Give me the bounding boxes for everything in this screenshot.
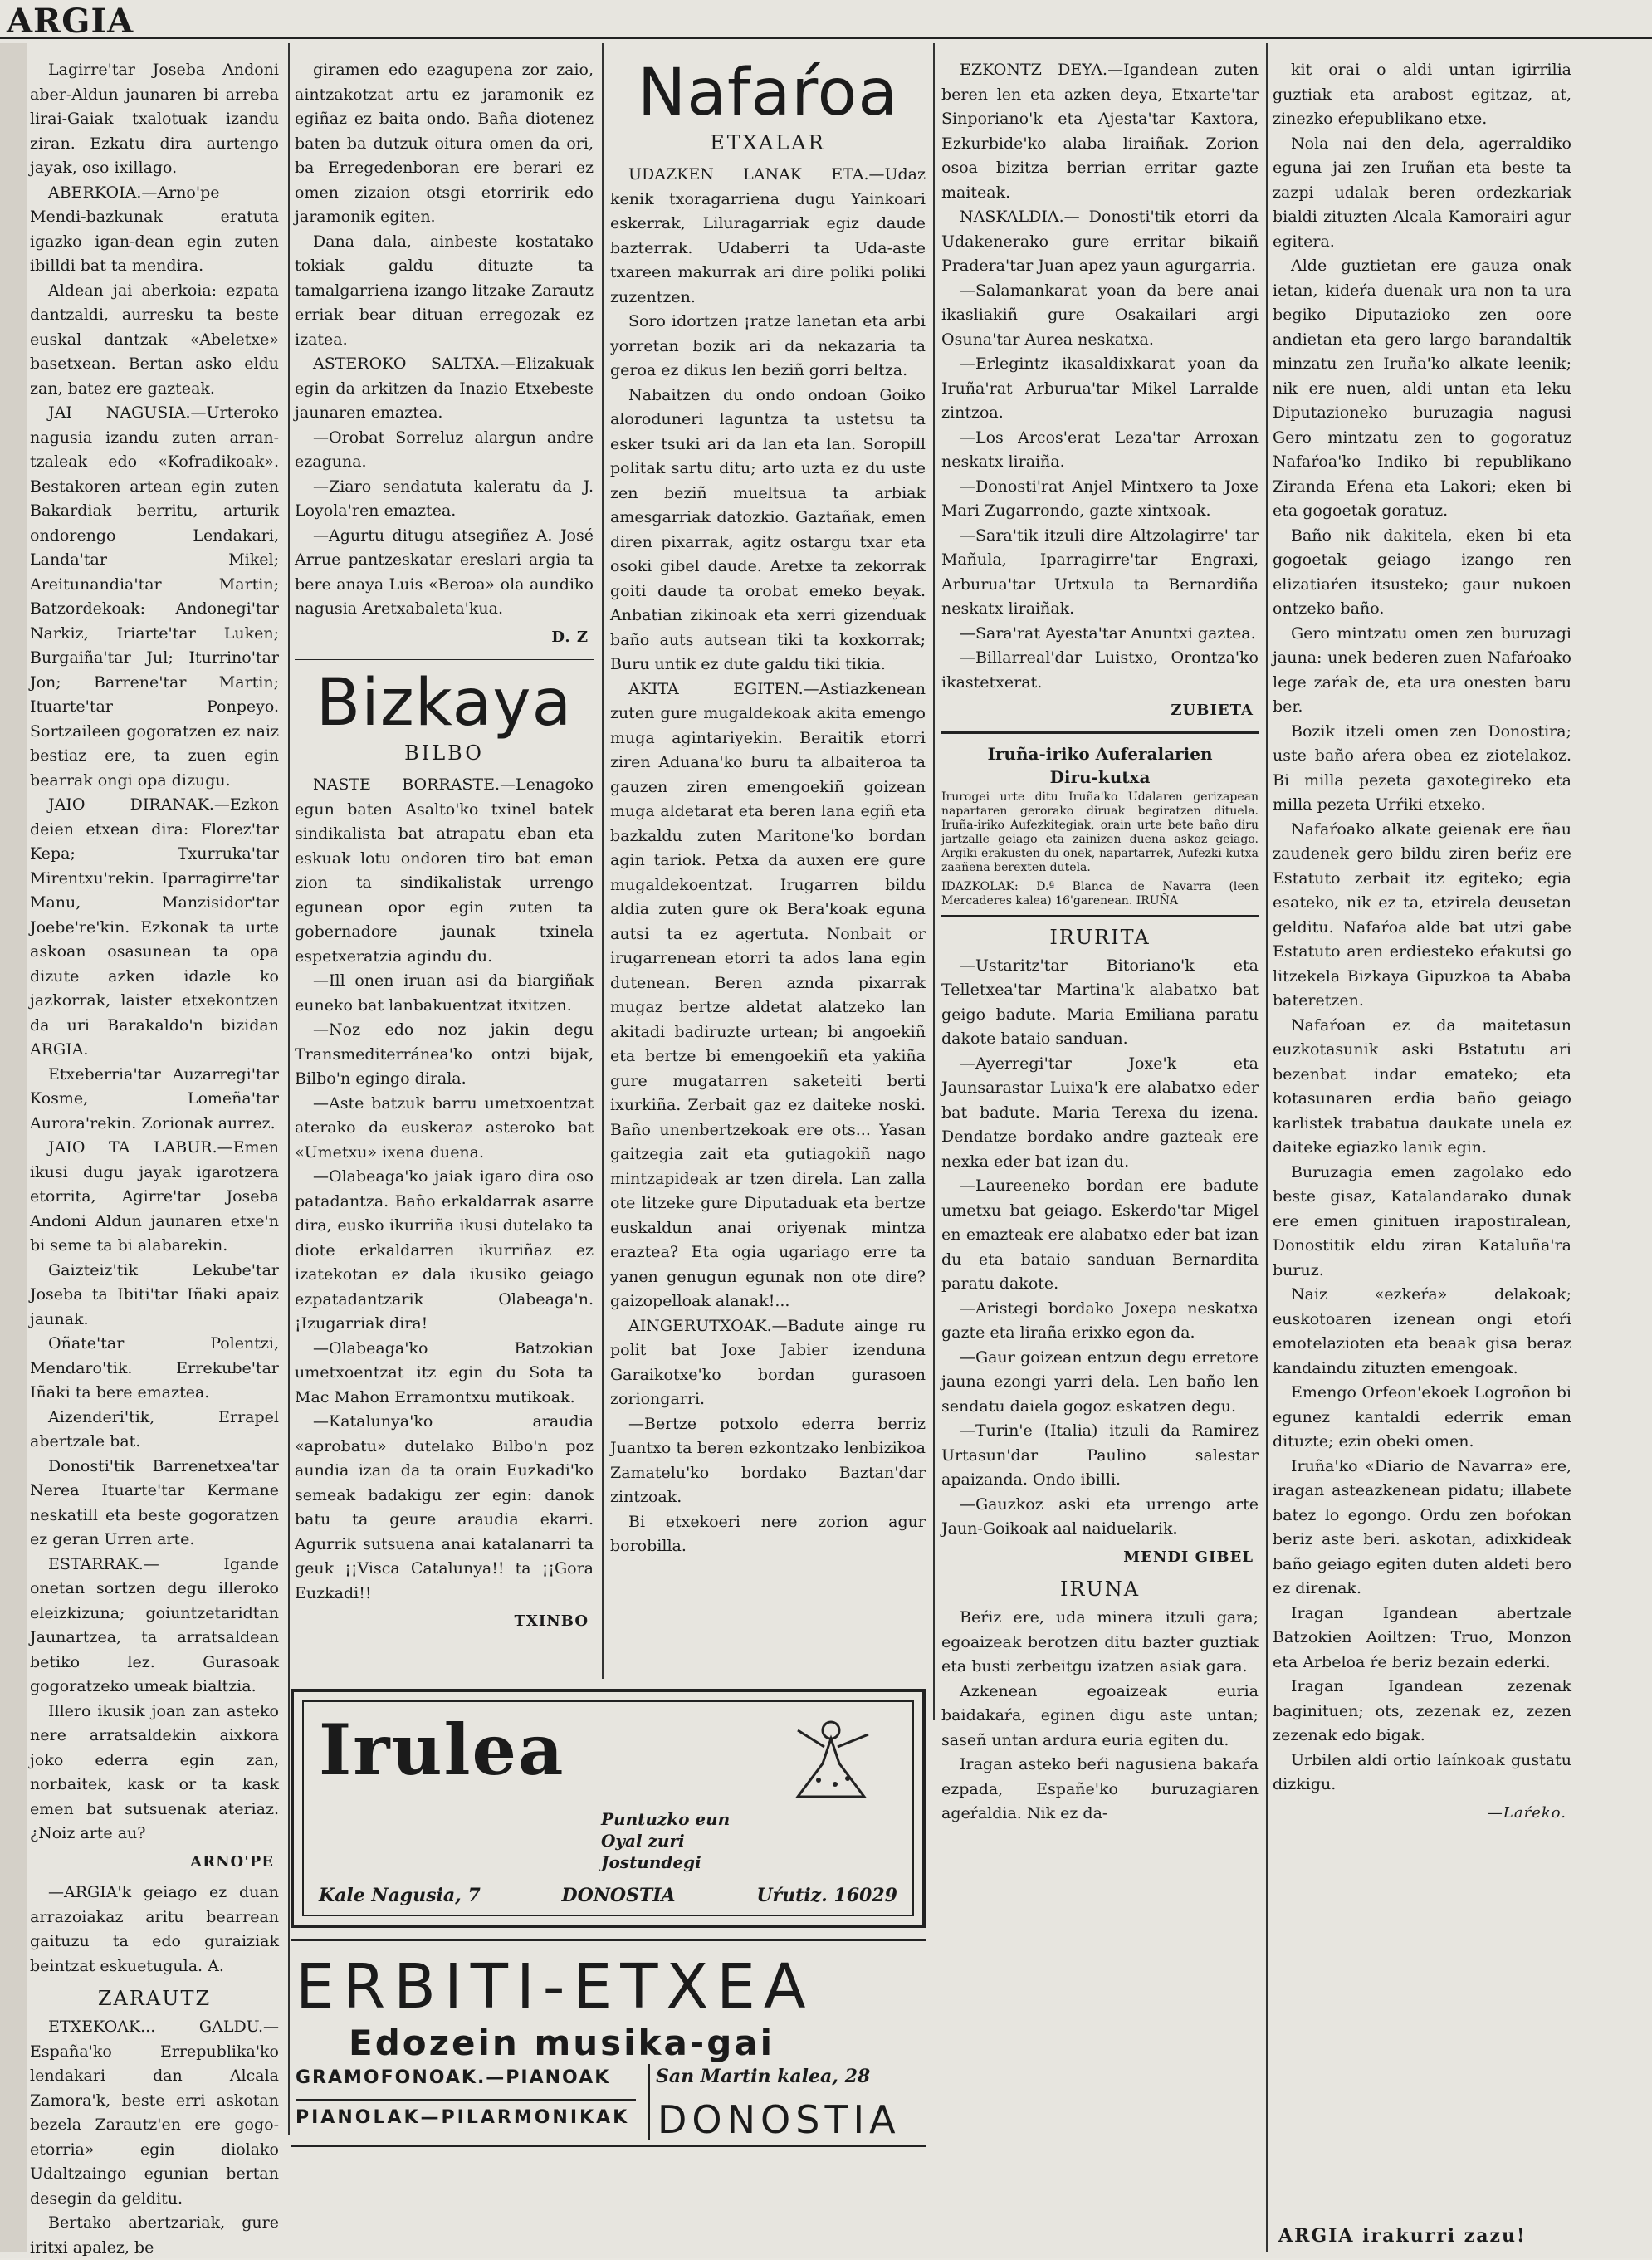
paragraph: —Aste batzuk barru umetxoentzat aterako da euskeraz asteroko bat «Umetxu» ixena duena. <box>295 1093 594 1162</box>
paragraph: Iragan Igandean zezenak baginituen; ots, zezenak ez, zezen zezenak edo bigak. <box>1273 1677 1571 1744</box>
paragraph: —Donosti'rat Anjel Mintxero ta Joxe Mari Zugarrondo, gazte xintxoak. <box>941 477 1259 520</box>
notice-title: Iruña-iriko Auferalarien <box>987 743 1213 764</box>
notice-address: IDAZKOLAK: D.ª Blanca de Navarra (leen Mercaderes kalea) 16'garenean. IRUÑA <box>941 879 1259 907</box>
paragraph: Bi etxekoeri nere zorion agur borobilla. <box>610 1512 926 1555</box>
paragraph: —Aristegi bordako Joxepa neskatxa gazte eta liraña erixko egon da. <box>941 1299 1259 1342</box>
paragraph: Iragan Igandean abertzale Batzokien Aoiltzen: Truo, Monzon eta Arbeloa ŕe beriz bezain ederki. <box>1273 1603 1571 1671</box>
notice-box <box>941 731 1259 917</box>
paragraph: —Laureeneko bordan ere badute umetxu bat geiago. Eskerdo'tar Migel en emazteak ere alabatxo eder bat izan du eta bataio sanduan Bernardita paratu dakote. <box>941 1176 1259 1293</box>
paragraph: ETXEKOAK... GALDU.— España'ko Errepublika'ko lendakari dan Alcala Zamora'k, beste erri askotan bezela Zarautz'en ere gogo-etorria» egin diolako Udaltzaingo egunian bertan desegin da gelditu. <box>30 2018 279 2208</box>
advert-line: GRAMOFONOAK.—PIANOAK <box>296 2067 611 2088</box>
column-rule <box>1266 43 1268 2252</box>
paragraph: Emengo Orfeon'ekoek Logroñon bi egunez kantaldi ederrik eman dituzte; ezin obeki omen. <box>1273 1383 1571 1450</box>
column-3 <box>610 58 926 1685</box>
notice-subtitle: Diru-kutxa <box>1049 766 1151 787</box>
section-title-nafaroa: Nafaŕoa <box>637 56 899 130</box>
paragraph: giramen edo ezagupena zor zaio, aintzakotzat artu ez jaramonik ez egiñaz ez baita ondo. Baña diotenez baten ba dutzuk oitura omen da ori, ba Erregedenboran ere berari ez omen zizaion otsgi etorririk edo jaramonik egiten. <box>295 61 594 226</box>
paragraph: Nabaitzen du ondo ondoan Goiko aloroduneri laguntza ta ustetsu ta esker tsuki ari da lan eta lan. Soropill politak sartu ditu; arto uzta ez du uste zen beziñ mueltsua ta arbiak amesgarriak datozkio. Gaztañak, emen diren pixarrak, agitz ostargu txar eta osoki gibel daude. Aretxe ta zekorrak goiti daude ta orobat emeko beyak. Anbatian zikinoak eta xerri gizenduak baño auts autsean tiki ta koxkorrak; Buru untik ez dute galdu tiki tikia. <box>610 385 926 673</box>
paragraph: —Billarreal'dar Luistxo, Orontza'ko ikastetxerat. <box>941 648 1259 692</box>
paragraph: Bertako abertzariak, gure iritxi apalez, be <box>30 2214 279 2257</box>
paragraph: Illero ikusik joan zan asteko nere arratsaldekin aixkora joko ederra egin zan, norbaitek, kask or ta kask emen bat sutsuenak ateriaz. ¿Noiz arte au? <box>30 1701 279 1842</box>
paragraph: Aldean jai aberkoia: ezpata dantzaldi, aurresku ta beste euskal dantzak «Abeletxe» basetxean. Bertan asko eldu zan, batez ere gazteak. <box>30 281 279 398</box>
paragraph: —Ayerregi'tar Joxe'k eta Jaunsarastar Luixa'k ere alabatxo eder bat badute. Maria Terexa du izena. Dendatze bordako andre gazteak ere nexka eder bat izan du. <box>941 1054 1259 1171</box>
section-heading: ZARAUTZ <box>97 1987 212 2010</box>
paragraph: Lagirre'tar Joseba Andoni aber-Aldun jaunaren bi arreba lirai-Gaiak txalotuak izandu ziran. Ezkatu dira aurtengo jayak, oso ixillago. <box>30 61 279 177</box>
paragraph: —Bertze potxolo ederra berriz Juantxo ta beren ezkontzako lenbizikoa Zamatelu'ko bordako Baztan'dar zintzoak. <box>610 1414 926 1506</box>
binding-edge <box>0 43 27 2252</box>
signature: —Laŕeko. <box>1487 1803 1566 1822</box>
paragraph: NASTE BORRASTE.—Lenagoko egun baten Asalto'ko txinel batek sindikalista bat atrapatu eban eta eskuak lotu ondoren tiro bat eman zion ta sindikalistak urrengo egunean opor egin zuten ta gobernadore jaunak txinela espetxeratzia agindu du. <box>295 775 594 966</box>
advert-footer <box>319 1885 897 1906</box>
paragraph: Urbilen aldi ortio laínkoak gustatu dizkigu. <box>1273 1750 1571 1793</box>
paragraph: kit orai o aldi untan igirrilia guztiak eta arabost egitzaz, at, zinezko eŕepublikano etxe. <box>1273 61 1571 128</box>
column-4-body-3 <box>941 1606 1259 1827</box>
paragraph: JAI NAGUSIA.—Urteroko nagusia izandu zuten arran-tzaleak edo «Kofradikoak». Bestakoren artean egin zuten Bakardiak berritu, arturik ondorengo Lendakari, Landa'tar Mikel; Areitunandia'tar Martin; Batzordekoak: Andonegi'tar Narkiz, Iriarte'tar Luken; Burgaiña'tar Jul; Iturrino'tar Jon; Barrene'tar Martin; Ituarte'tar Ponpeyo. Sortzaileen gogoratzen ez naiz bestiaz ere, ta zuen egin bearrak ongi opa dizugu. <box>30 404 279 790</box>
advert-subtitle: Edozein musika-gai <box>349 2023 775 2063</box>
signature: ZUBIETA <box>1171 702 1254 719</box>
signature: MENDI GIBEL <box>1123 1548 1254 1566</box>
advert-city: DONOSTIA <box>561 1885 676 1906</box>
paragraph: ESTARRAK.— Igande onetan sortzen degu illeroko eleizkizuna; goiuntzetaridtan Jaunartzea, ta arratsaldean betiko lez. Gurasoak gogoratzeko umeak bialtzia. <box>30 1554 279 1695</box>
paragraph: Alde guztietan ere gauza onak ietan, kideŕa duenak ura non ta ura begiko Diputazioko zen oore andietan eta gero largo barandaltik minzatu zen Iruña'ko alkate leenik; nik ere nuen, aldi untan eta leku Diputazioneko buruzagia nagusi Gero mintzatu zen to gogoratuz Nafaŕoa'ko Indiko bi republikano Ziranda Eŕena eta Lakori; eken bi eta gogoetak goratuz. <box>1273 257 1571 520</box>
paragraph: Beŕiz ere, uda minera itzuli gara; egoaizeak berotzen ditu bazter guztiak eta busti zerbeitgu izatzen asiak gara. <box>941 1608 1259 1675</box>
paragraph: Nola nai den dela, agerraldiko eguna jai zen Iruñan eta beste ta zazpi udalak beren ordezkariak bialdi zituzten Alcala Kamorairi agur egitera. <box>1273 134 1571 251</box>
paragraph: ASTEROKO SALTXA.—Elizakuak egin da arkitzen da Inazio Etxebeste jaunaren emaztea. <box>295 355 594 422</box>
paragraph: Bozik itzeli omen zen Donostira; uste baño aŕera obea ez ziotelakoz. Bi milla pezeta gaxotegireko eta milla pezeta Urŕiki etxeko. <box>1273 722 1571 814</box>
signature: ARNO'PE <box>190 1852 274 1871</box>
column-1-body-2 <box>30 2015 279 2260</box>
paragraph: —Los Arcos'erat Leza'tar Arroxan neskatx liraiña. <box>941 428 1259 471</box>
paragraph: —Orobat Sorreluz alargun andre ezaguna. <box>295 428 594 471</box>
notice-text: Irurogei urte ditu Iruña'ko Udalaren gerizapean napartaren gerorako diruak begiratzen dituela. Iruña-iriko Aufezkitegiak, orain urte bete baño diru jartzalle geiago eta zainizen duena askoz geiago. Argiki erakusten du onek, napartarrek, Aufezki-kutxa zaañena berexten dutela. <box>941 790 1259 874</box>
paragraph: Oñate'tar Polentzi, Mendaro'tik. Errekube'tar Iñaki ta bere emaztea. <box>30 1334 279 1401</box>
paragraph: —Olabeaga'ko Batzokian umetxoentzat itz egin du Sota ta Mac Mahon Erramontxu mutikoak. <box>295 1338 594 1406</box>
paragraph: JAIO DIRANAK.—Ezkon deien etxean dira: Florez'tar Kepa; Txurruka'tar Mirentxu'rekin. Iparragirre'tar Manu, Manzisidor'tar Joebe're'kin. Ezkonak ta urte askoan osasunean ta opa dizute azken idazle ko jazkorrak, laister etxekontzen da uri Barakaldo'n bizidan ARGIA. <box>30 795 279 1059</box>
advert-irulea <box>291 1689 926 1928</box>
paragraph: NASKALDIA.— Donosti'tik etorri da Udakenerako gure erritar bikaiñ Pradera'tar Juan apez yaun agurgarria. <box>941 208 1259 275</box>
column-rule <box>933 43 935 1720</box>
paragraph: —Gauzkoz aski eta urrengo arte Jaun-Goikoak aal naiduelarik. <box>941 1494 1259 1538</box>
paragraph: —Turin'e (Italia) itzuli da Ramirez Urtasun'dar Paulino salestar apaizanda. Ondo ibilli. <box>941 1421 1259 1489</box>
paragraph: —Salamankarat yoan da bere anai ikasliakiñ gure Osakailari argi Osuna'tar Aurea neskatxa. <box>941 281 1259 349</box>
paragraph: —Sara'tik itzuli dire Altzolagirre' tar Mañula, Iparragirre'tar Engraxi, Arburua'tar Urtxula ta Bernardiña neskatx liraiñak. <box>941 526 1259 618</box>
paragraph: —Ill onen iruan asi da biargiñak euneko bat lanbakuentzat itxitzen. <box>295 971 594 1015</box>
masthead <box>0 0 1652 39</box>
section-title-bizkaya: Bizkaya <box>315 666 573 741</box>
advert-line: Jostundegi <box>601 1852 701 1872</box>
advert-address: Kale Nagusia, 7 <box>319 1885 481 1906</box>
advert-brand: ERBITI-ETXEA <box>296 1951 814 2023</box>
signature: D. Z <box>551 628 589 646</box>
column-rule <box>602 43 604 1679</box>
paragraph: —Sara'rat Ayesta'tar Anuntxi gaztea. <box>960 624 1256 643</box>
masthead-title: ARGIA <box>7 2 134 41</box>
advert-address: San Martin kalea, 28 <box>656 2066 871 2087</box>
column-2 <box>295 58 594 1685</box>
column-5-body <box>1273 58 1571 1798</box>
column-4-body <box>941 58 1259 695</box>
paragraph: —Agurtu ditugu atsegiñez A. José Arrue pantzeskatar ereslari argia ta bere anaya Luis «Beroa» ola aundiko nagusia Aretxabaleta'kua. <box>295 526 594 618</box>
paragraph: Gero mintzatu omen zen buruzagi jauna: unek bederen zuen Nafaŕoako lege zaŕak de, eta ura onesten baru ber. <box>1273 624 1571 716</box>
paragraph: JAIO TA LABUR.—Emen ikusi dugu jayak igarotzera etorrita, Agirre'tar Joseba Andoni Aldun jaunaren etxe'n bi seme ta bi alabarekin. <box>30 1138 279 1255</box>
paragraph: —Olabeaga'ko jaiak igaro dira oso patadantza. Baño erkaldarrak asarre dira, eusko ikurriña ikusi dutelako ta diote erkaldarren ikurriñaz ez izatekotan ez dala ikusiko geiago ezpatadantzarik Olabeaga'n. ¡Izugarriak dira! <box>295 1167 594 1333</box>
paragraph: —Erlegintz ikasaldixkarat yoan da Iruña'rat Arburua'tar Mikel Larralde zintzoa. <box>941 355 1259 422</box>
advert-brand: Irulea <box>319 1709 565 1791</box>
column-1-body <box>30 58 279 1847</box>
paragraph: Gaizteiz'tik Lekube'tar Joseba ta Ibiti'tar Iñaki apaiz jaunak. <box>30 1260 279 1328</box>
section-heading: IRUNA <box>1059 1578 1141 1601</box>
paragraph: —ARGIA'k geiago ez duan arrazoiakaz aritu bearrean gaituzu ta edo guraiziak beintzat eskuetugula. A. <box>30 1883 279 1975</box>
column-2-body <box>295 58 594 622</box>
advert-city: DONOSTIA <box>657 2097 901 2142</box>
paragraph: —Noz edo noz jakin degu Transmediterránea'ko ontzi bijak, Bilbo'n egingo dirala. <box>295 1020 594 1088</box>
advert-phone: Uŕutiz. 16029 <box>756 1885 897 1906</box>
paragraph: —Ziaro sendatuta kaleratu da J. Loyola'ren emaztea. <box>295 477 594 520</box>
dancer-illustration-icon <box>773 1714 889 1805</box>
paragraph: Dana dala, ainbeste kostatako tokiak galdu dituzte ta tamalgarriena izango litzake Zarautz erriak bear dituan erregozak ez izatea. <box>295 232 594 349</box>
advert-erbiti <box>291 1939 926 2147</box>
paragraph: UDAZKEN LANAK ETA.—Udaz kenik txoragarriena dugu Yainkoari eskerrak, Liluragarriak egiz daude bazterrak. Udaberri ta Uda-aste txareen makurrak ari dire poliki poliki zuzentzen. <box>610 165 926 306</box>
advert-tagline <box>601 1808 730 1873</box>
section-subtitle: BILBO <box>404 741 484 765</box>
divider <box>648 2064 650 2140</box>
paragraph: Iragan asteko beŕi nagusiena bakaŕa ezpada, Españe'ko buruzagiaren ageŕaldia. Nik ez da- <box>941 1755 1259 1822</box>
paragraph: —Ustaritz'tar Bitoriano'k eta Telletxea'tar Martina'k alabatxo bat geigo badute. Maria Emiliana paratu dakote bataio sanduan. <box>941 956 1259 1048</box>
column-1 <box>30 58 279 2257</box>
paragraph: —Gaur goizean entzun degu erretore jauna ezongi yarri dela. Len baño len sendatu daiela gogoz eskatzen degu. <box>941 1348 1259 1416</box>
paragraph: Donosti'tik Barrenetxea'tar Nerea Ituarte'tar Kermane neskatill eta beste gogoratzen ez geran Urren arte. <box>30 1456 279 1548</box>
section-heading: IRURITA <box>1049 925 1151 949</box>
advert-line: Puntuzko eun <box>601 1809 731 1829</box>
paragraph: AKITA EGITEN.—Astiazkenean zuten gure mugaldekoak akita emengo muga agintariyekin. Beraitik etorri ziren Aduana'ko buru ta albaiteroa ta gauzen ziren emengoekiñ goizean muga aldetarat eta beren lana egiñ eta bazkaldu zuten Maritone'ko bordan agin tariok. Petxa da auxen ere gure mugaldekoentzat. Irugarren bildu aldia zuten gure ok Bera'koak eguna autsi ta ez agertuta. Nonbait or irugarrenean etorri ta ados lana egin dutenean. Beren aznda pixarrak mugaz bertze aldetat alatzeko lan akitadi badiruzte urtean; bi angoekiñ eta bertze bi emengoekiñ eta yakiña gure mugatarren saketeiti berti ixurkiña. Zerbait gaz ez daiteke noski. Baño unenbertzekoak ere ots... Yasan gaitzegia zait eta gutiagokiñ nago mintzapideak ar tzen direla. Lan zalla ote litzeke gure Diputaduak eta bertze euskaldun anai oriyenak mintza eraztea? Eta ogia ugariago erre ta yanen genugun egunak non ote dire? gaizopelloak alanak!... <box>610 679 926 1310</box>
paragraph: Iruña'ko «Diario de Navarra» ere, iragan asteazkenean pidatu; illabete batez lo egongo. Ordu zen boŕokan beriz aste beri. askotan, adixkideak baño geiago egiten duten aldeti bero ez direnak. <box>1273 1456 1571 1597</box>
advert-line: Oyal zuri <box>601 1831 685 1851</box>
paragraph: Baño nik dakitela, eken bi eta gogoetak geiago izango ren elizatiaŕen itsusteko; gaur nukoen ontzeko baño. <box>1273 526 1571 618</box>
paragraph: Buruzagia emen zagolako edo beste gisaz, Katalandarako dunak ere emen ginituen irapostiralean, Donostitik eldu ziran Kataluña'ra buruz. <box>1273 1162 1571 1279</box>
section-subtitle: ETXALAR <box>710 131 826 154</box>
advert-line: PIANOLAK—PILARMONIKAK <box>296 2107 630 2128</box>
divider <box>296 2099 636 2101</box>
paragraph: ABERKOIA.—Arno'pe Mendi-bazkunak eratuta igazko igan-dean egin zuten ibilldi bat ta mendira. <box>30 183 279 275</box>
paragraph: Etxeberria'tar Auzarregi'tar Kosme, Lomeña'tar Aurora'rekin. Zorionak aurrez. <box>30 1064 279 1132</box>
column-4-body-2 <box>941 954 1259 1542</box>
bottom-banner: ARGIA irakurri zazu! <box>1278 2225 1527 2247</box>
paragraph: —Katalunya'ko araudia «aprobatu» dutelako Bilbo'n poz aundia izan da ta orain Euzkadi'ko semeak badakigu zer egin: danok batu ta geure araudia ekarri. Agurrik sutsuena anai katalanarri ta geuk ¡¡Visca Catalunya!! ta ¡¡Gora Euzkadi!! <box>295 1412 594 1602</box>
paragraph: Azkenean egoaizeak euria baidakaŕa, eginen digu aste untan; saseñ untan ardura euria egiten du. <box>941 1681 1259 1749</box>
column-3-body <box>610 163 926 1559</box>
paragraph: Nafaŕoako alkate geienak ere ñau zaudenek gero bildu ziren beŕiz ere Estatuto zerbait itz egiteko; egia esateko, nik ez ta, etzirela deusetan gelditu. Nafaŕoa alde bat utzi gabe Estatuto aren erdiesteko eŕakutsi go litzekela Bizkaya Gipuzkoa ta Ababa bateretzen. <box>1273 819 1571 1010</box>
paragraph: Naiz «ezkeŕa» delakoak; euskotoaren izenean ongi etoŕi emotelazioten eta beaak gisa beraz kandaindu zituzten emengoak. <box>1273 1285 1571 1377</box>
column-5 <box>1273 58 1571 2217</box>
paragraph: EZKONTZ DEYA.—Igandean zuten beren len eta azken deya, Etxarte'tar Sinporiano'k eta Ajesta'tar Kaxtora, Ezkurbide'ko alaba liraiñak. Zorion osoa bizitza berrian erritar gazte maiteak. <box>941 61 1259 202</box>
paragraph: Nafaŕoan ez da maitetasun euzkotasunik aski Bstatutu ari bezenbat indar emateko; eta kotasunaren erdia baño geiago karlistek trabatua daukate unela ez daiteke egiazko lanik egin. <box>1273 1015 1571 1157</box>
paragraph: Aizenderi'tik, Errapel abertzale bat. <box>30 1407 279 1450</box>
paragraph: AINGERUTXOAK.—Badute ainge ru polit bat Joxe Jabier izenduna Garaikotxe'ko bordan gurasoen zoriongarri. <box>610 1316 926 1408</box>
paragraph: Soro idortzen ¡ratze lanetan eta arbi yorretan bozik ari da nekazaria ta geroa ez dikus len beziñ gorri beltza. <box>610 312 926 379</box>
column-rule <box>288 43 290 2135</box>
column-2-body-2 <box>295 773 594 1606</box>
signature: TXINBO <box>514 1612 589 1630</box>
column-4 <box>941 58 1259 2258</box>
divider <box>295 658 594 660</box>
